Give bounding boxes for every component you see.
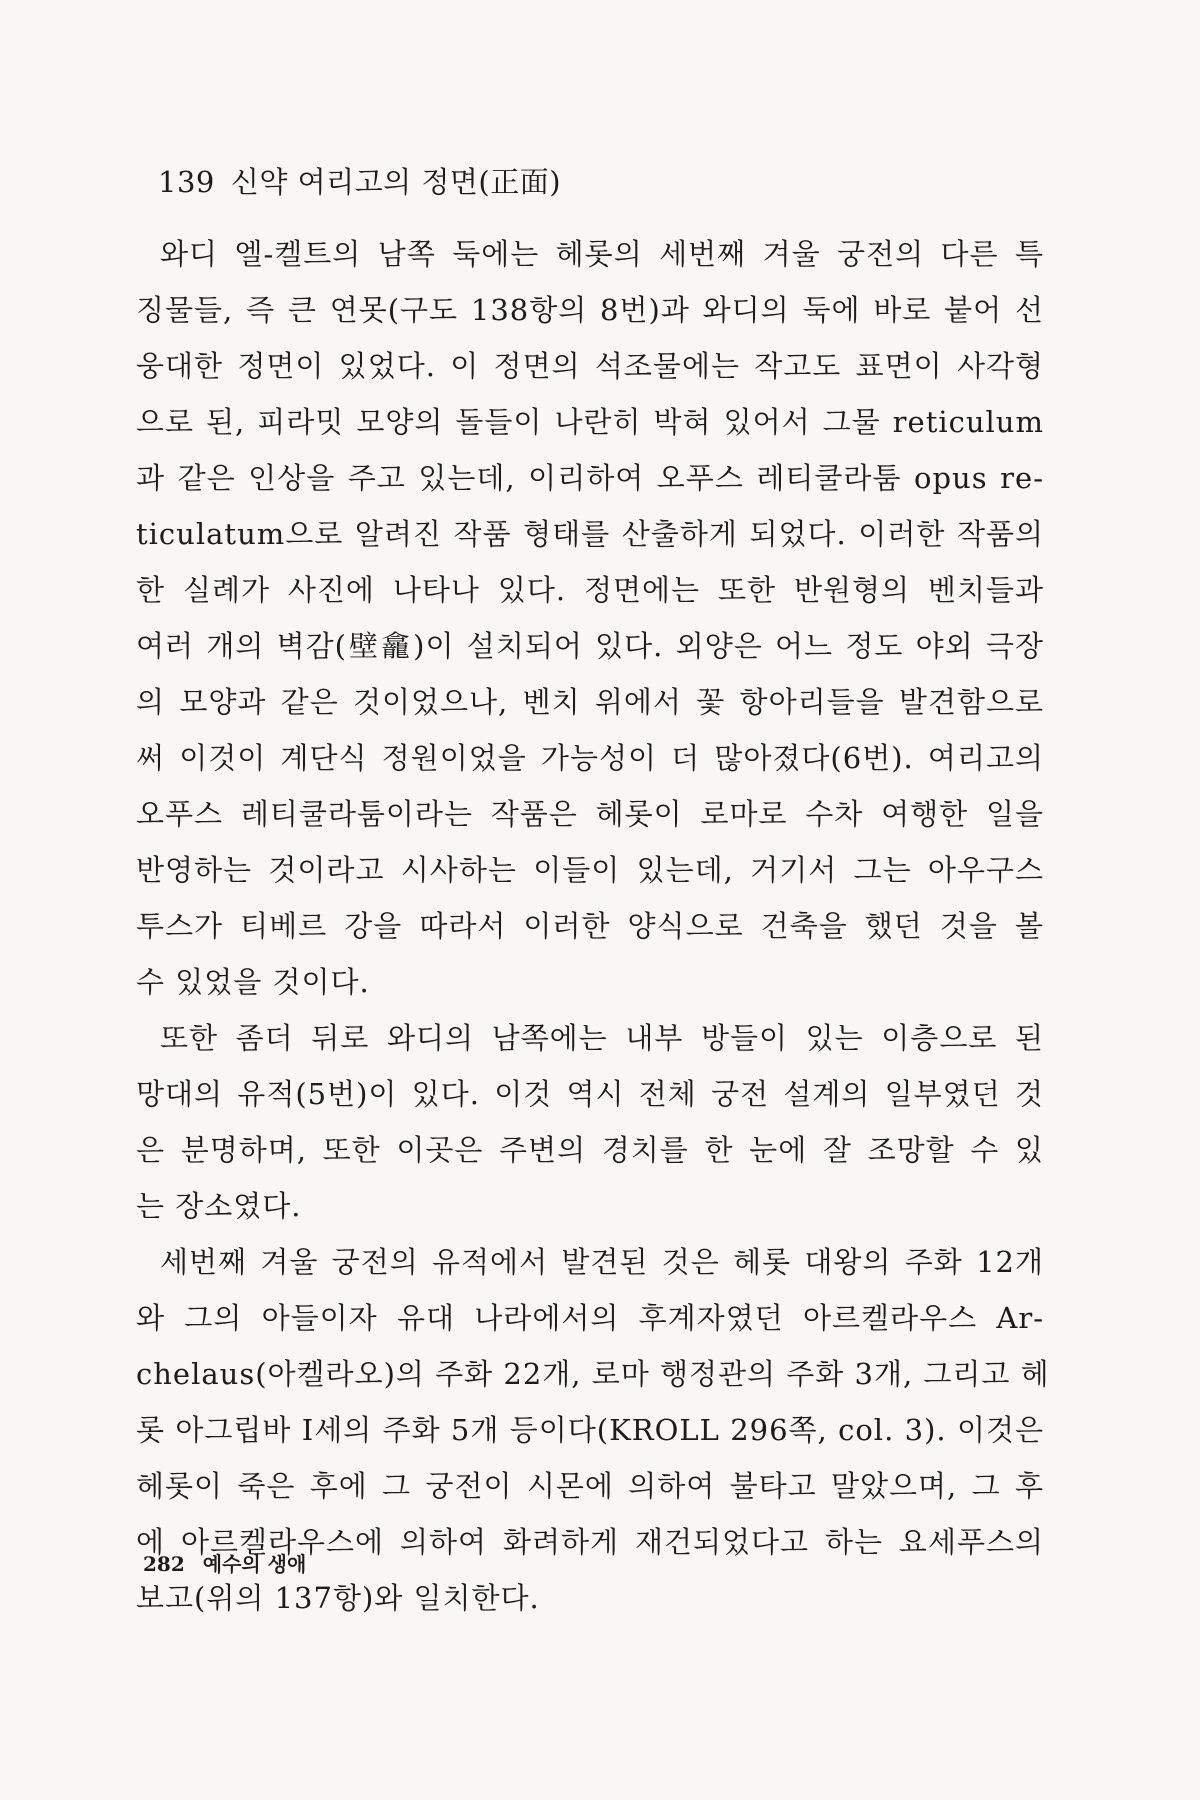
text-line: 망대의 유적(5번)이 있다. 이것 역시 전체 궁전 설계의 일부였던 것 [136,1077,1044,1111]
text-line: 수 있었을 것이다. [136,965,370,999]
section-heading [158,160,561,201]
page-number: 282 [143,1552,185,1576]
text-line: 과 같은 인상을 주고 있는데, 이리하여 오푸스 레티쿨라툼 opus re- [136,461,1044,495]
text-line: 은 분명하며, 또한 이곳은 주변의 경치를 한 눈에 잘 조망할 수 있 [136,1133,1044,1167]
book-title: 예수의 생애 [202,1552,307,1576]
text-line: 와 그의 아들이자 유대 나라에서의 후계자였던 아르켈라우스 Ar- [136,1301,1044,1335]
text-line: 반영하는 것이라고 시사하는 이들이 있는데, 거기서 그는 아우구스 [136,853,1044,887]
text-line: 징물들, 즉 큰 연못(구도 138항의 8번)과 와디의 둑에 바로 붙어 선 [136,293,1044,327]
text-line: 헤롯이 죽은 후에 그 궁전이 시몬에 의하여 불타고 말았으며, 그 후 [136,1469,1044,1503]
section-number: 139 [158,165,215,199]
body-text [136,226,1050,1626]
text-line: 또한 좀더 뒤로 와디의 남쪽에는 내부 방들이 있는 이층으로 된 [160,1021,1044,1055]
text-line: 여러 개의 벽감(壁龕)이 설치되어 있다. 외양은 어느 정도 야외 극장 [136,629,1044,663]
text-line: 써 이것이 계단식 정원이었을 가능성이 더 많아졌다(6번). 여리고의 [136,741,1044,775]
text-line: 으로 된, 피라밋 모양의 돌들이 나란히 박혀 있어서 그물 reticulum [136,405,1044,439]
text-line: 세번째 겨울 궁전의 유적에서 발견된 것은 헤롯 대왕의 주화 12개 [160,1245,1044,1279]
text-line: 투스가 티베르 강을 따라서 이러한 양식으로 건축을 했던 것을 볼 [136,909,1044,943]
text-line: 와디 엘-켈트의 남쪽 둑에는 헤롯의 세번째 겨울 궁전의 다른 특 [160,237,1044,271]
text-line: 에 아르켈라우스에 의하여 화려하게 재건되었다고 하는 요세푸스의 [136,1525,1044,1559]
text-line: 웅대한 정면이 있었다. 이 정면의 석조물에는 작고도 표면이 사각형 [136,349,1044,383]
text-line: 오푸스 레티쿨라툼이라는 작품은 헤롯이 로마로 수차 여행한 일을 [136,797,1044,831]
page-footer [143,1548,306,1577]
text-line: 는 장소였다. [136,1189,302,1223]
text-line: 보고(위의 137항)와 일치한다. [136,1581,540,1615]
text-line: chelaus(아켈라오)의 주화 22개, 로마 행정관의 주화 3개, 그리고 헤 [136,1357,1050,1391]
text-line: ticulatum으로 알려진 작품 형태를 산출하게 되었다. 이러한 작품의 [136,517,1044,551]
text-line: 롯 아그립바 I세의 주화 5개 등이다(KROLL 296쪽, col. 3). 이것은 [136,1413,1044,1447]
section-title: 신약 여리고의 정면(正面) [230,165,562,199]
text-line: 의 모양과 같은 것이었으나, 벤치 위에서 꽃 항아리들을 발견함으로 [136,685,1044,719]
text-line: 한 실례가 사진에 나타나 있다. 정면에는 또한 반원형의 벤치들과 [136,573,1044,607]
